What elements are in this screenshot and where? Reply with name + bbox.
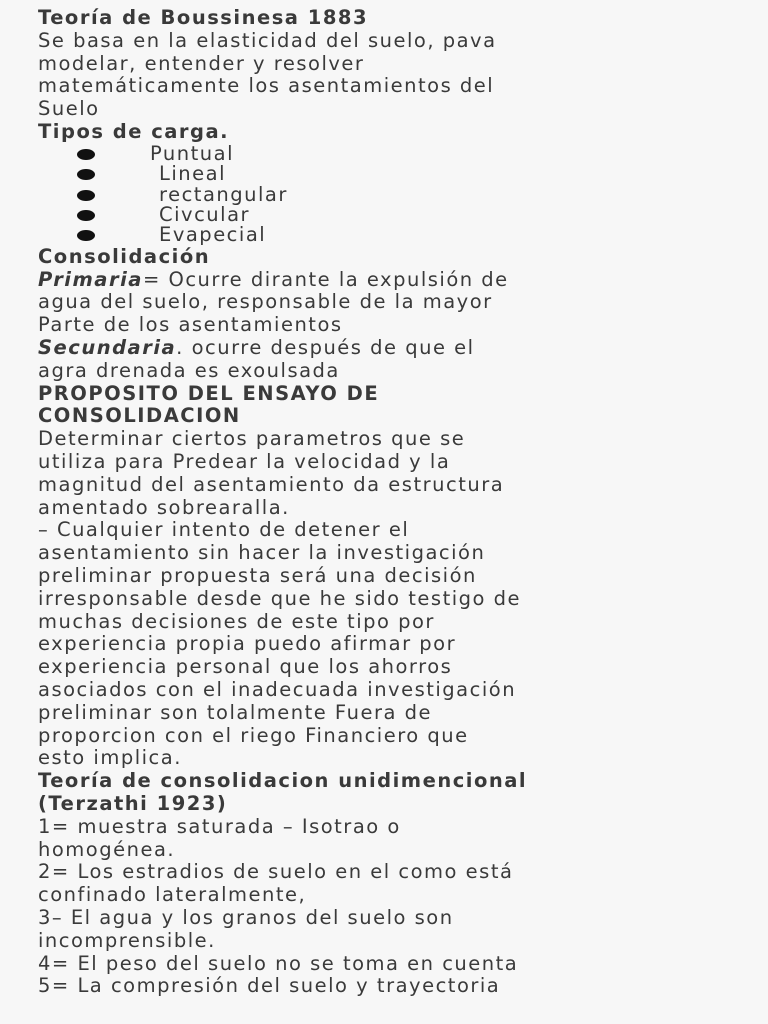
- bullet-icon: [77, 190, 95, 201]
- text-line: homogénea.: [38, 837, 176, 861]
- text-line: 5= La compresión del suelo y trayectoria: [38, 974, 501, 998]
- list-item: [38, 164, 768, 184]
- text-line: 1= muestra saturada – Isotrao o: [38, 814, 401, 838]
- text-line: agua del suelo, responsable de la mayor: [38, 290, 493, 314]
- text-line: magnitud del asentamiento da estructura: [38, 472, 505, 496]
- primaria-label: Primaria: [38, 267, 143, 291]
- text-line: Parte de los asentamientos: [38, 313, 343, 337]
- bullet-icon: [77, 149, 95, 160]
- text-line: 4= El peso del suelo no se toma en cuenta: [38, 951, 519, 975]
- list-item: [38, 182, 768, 206]
- text-line: muchas decisiones de este tipo por: [38, 609, 435, 633]
- load-types-list: [38, 141, 768, 247]
- list-item-label: Puntual: [150, 141, 235, 165]
- text-line: Determinar ciertos parametros que se: [38, 427, 466, 451]
- text-line: modelar, entender y resolver: [38, 51, 365, 75]
- heading-proposito: PROPOSITO DEL ENSAYO DE: [38, 381, 380, 405]
- text-line: Suelo: [38, 97, 100, 121]
- text-line: 2= Los estradios de suelo en el como está: [38, 860, 514, 884]
- bullet-icon: [77, 169, 95, 180]
- text-line: preliminar son tolalmente Fuera de: [38, 700, 432, 724]
- list-item-label: Evapecial: [159, 223, 267, 247]
- list-item: [38, 225, 768, 245]
- secundaria-line: [38, 337, 768, 360]
- text-line: asentamiento sin hacer la investigación: [38, 541, 486, 565]
- secundaria-label: Secundaria: [38, 336, 177, 359]
- text-segment: = Ocurre dirante la expulsión de: [142, 267, 509, 291]
- text-line: utiliza para Predear la velocidad y la: [38, 449, 451, 473]
- list-item-label: rectangular: [159, 182, 288, 206]
- bullet-icon: [77, 210, 95, 221]
- heading-boussinesq: Teoría de Boussinesa 1883: [38, 6, 369, 29]
- primaria-line: [38, 269, 768, 292]
- text-line: agra drenada es exoulsada: [38, 358, 340, 382]
- text-line: preliminar propuesta será una decisión: [38, 563, 477, 587]
- text-line: Se basa en la elasticidad del suelo, pava: [38, 28, 497, 52]
- text-line: confinado lateralmente,: [38, 883, 307, 907]
- text-line: 3– El agua y los granos del suelo son: [38, 905, 454, 929]
- text-line: esto implica.: [38, 746, 182, 770]
- text-line: – Cualquier intento de detener el: [38, 518, 410, 542]
- text-line: irresponsable desde que he sido testigo de: [38, 586, 522, 610]
- text-line: proporcion con el riego Financiero que: [38, 723, 469, 747]
- text-line: asociados con el inadecuada investigación: [38, 677, 517, 701]
- text-line: amentado sobrearalla.: [38, 495, 290, 519]
- list-item: [38, 141, 768, 165]
- text-line: experiencia personal que los ahorros: [38, 655, 453, 679]
- heading-terzaghi: Teoría de consolidacion unidimencional: [38, 769, 528, 793]
- list-item: [38, 205, 768, 225]
- heading-tipos-de-carga: Tipos de carga.: [38, 119, 230, 143]
- text-line: incomprensible.: [38, 928, 216, 952]
- heading-proposito: CONSOLIDACION: [38, 404, 241, 428]
- heading-terzaghi: (Terzathi 1923): [38, 791, 228, 815]
- heading-consolidacion: Consolidación: [38, 244, 211, 268]
- list-item-label: Civcular: [159, 203, 251, 226]
- text-line: experiencia propia puedo afirmar por: [38, 632, 457, 656]
- bullet-icon: [77, 230, 95, 241]
- text-line: matemáticamente los asentamientos del: [38, 74, 495, 98]
- text-segment: . ocurre después de que el: [176, 336, 475, 359]
- list-item-label: Lineal: [159, 162, 227, 186]
